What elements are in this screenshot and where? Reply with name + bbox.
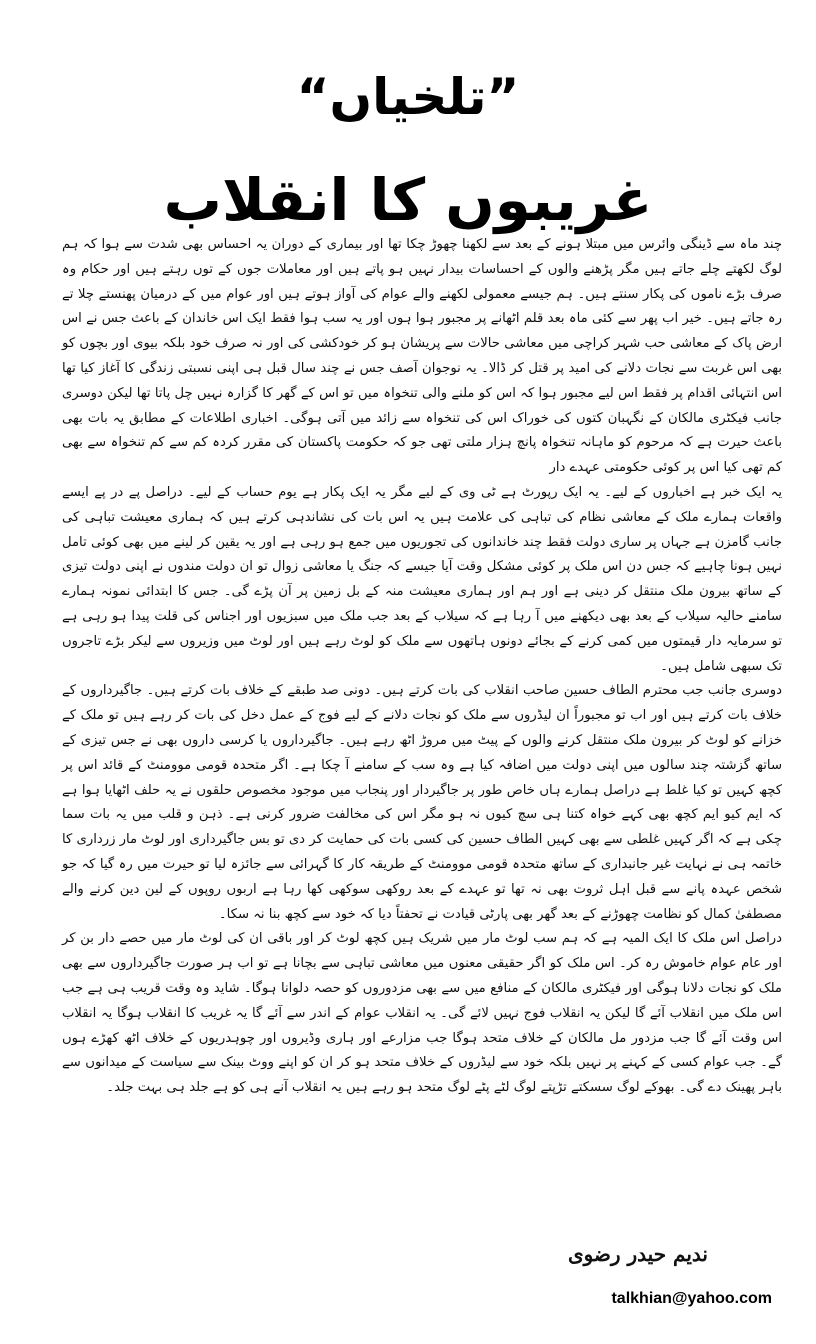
article-body <box>62 233 782 1101</box>
column-title: ”تلخیاں“ <box>296 68 520 126</box>
article-paragraph: دراصل اس ملک کا ایک المیہ ہے کہ ہم سب لوٹ مار میں شریک ہیں کچھ لوٹ کر اور باقی ان کی لوٹ مار میں حصے دار بن کر اور عام عوام خاموش رہ کر۔ اس ملک کو اگر حقیقی معنوں میں معاشی تباہی سے بچانا ہے تو اب ہر صورت جاگیرداروں سے بھی ملک کو نجات دلانا ہوگی اور فیکٹری مالکان کے منافع میں سے بھی مزدوروں کو حصہ دلوانا ہوگا۔ شاید وہ وقت قریب ہی ہے جب اس ملک میں انقلاب آئے گا لیکن یہ انقلاب فوج نہیں لائے گی۔ یہ انقلاب عوام کے اندر سے آئے گا یہ غریب کا انقلاب ہوگا یہ انقلاب اس وقت آئے گا جب مزدور مل مالکان کے خلاف متحد ہوگا جب مزارعے اور ہاری وڈیروں اور چوہدریوں کے خلاف اٹھ کھڑے ہوں گے۔ جب عوام کسی کے کہنے پر نہیں بلکہ خود سے لیڈروں کے خلاف متحد ہو کر ان کو اپنے ووٹ بینک سے سیاست کے میدانوں سے باہر پھینک دے گی۔ بھوکے لوگ سسکتے تڑپتے لوگ لٹے پٹے لوگ متحد ہو رہے ہیں یہ انقلاب آنے ہی کو ہے جلد ہی بہت جلد۔ <box>62 931 782 1096</box>
article-paragraph: چند ماہ سے ڈینگی وائرس میں مبتلا ہونے کے بعد سے لکھنا چھوڑ چکا تھا اور بیماری کے دوران یہ احساس بھی شدت سے ہوا کہ ہم لوگ لکھتے چلے جاتے ہیں مگر پڑھنے والوں کے احساسات بیدار نہیں ہو پاتے ہیں اور معاملات جوں کے توں رہتے ہیں اور حکام وہ صرف بڑے ناموں کی پکار سنتے ہیں۔ ہم جیسے معمولی لکھنے والے عوام کی آواز ہوتے ہیں اور عوام میں کے درمیان پھنستے چلا تے رہ جاتے ہیں۔ خیر اب پھر سے کئی ماہ بعد قلم اٹھانے پر مجبور ہوا ہوں اور یہ سب ہوا فقط ایک اس خاندان کے باعث جس نے اس ارض پاک کے معاشی حب شہر کراچی میں معاشی حالات سے پریشان ہو کر خودکشی کی اور نہ صرف خود بلکہ بیوی اور بچوں کو بھی اس غربت سے نجات دلانے کی امید پر قتل کر ڈالا۔ یہ نوجوان آصف جس نے چند سال قبل ہی اپنی نسبتی زندگی کا آغاز کیا تھا اس انتہائی اقدام پر فقط اس لیے مجبور ہوا کہ اس کو ملنے والی تنخواہ میں تو اس کے گھر کا گزارہ نہیں چل پاتا تھا لیکن دوسری جانب فیکٹری مالکان کے نگہبان کتوں کی خوراک اس کی تنخواہ سے زائد میں آتی ہوگی۔ اخباری اطلاعات کے مطابق یہ بات بھی باعث حیرت ہے کہ مرحوم کو ماہانہ تنخواہ پانچ ہزار ملتی تھی جو کہ حکومت پاکستان کی مقرر کردہ کم سے کم تنخواہ سے بھی کم تھی کیا اس پر کوئی حکومتی عہدے دار <box>62 237 782 476</box>
article-paragraph: یہ ایک خبر ہے اخباروں کے لیے۔ یہ ایک رپورٹ ہے ٹی وی کے لیے مگر یہ ایک پکار ہے یوم حساب کے لیے۔ دراصل پے در پے ایسے واقعات ہمارے ملک کے معاشی نظام کی تباہی کی علامت ہیں یہ اس بات کی نشاندہی کرتے ہیں کہ ہماری معیشت تباہی کی جانب گامزن ہے جہاں پر ساری دولت فقط چند خاندانوں کی تجوریوں میں جمع ہو رہی ہے اور یہ یقین کر لینے میں بھی کوئی تامل نہیں ہونا چاہیے کہ جس دن اس ملک پر کوئی مشکل وقت آیا جیسے کہ جنگ یا معاشی زوال تو ان دولت مندوں نے اپنی دولت تیزی کے ساتھ بیرون ملک منتقل کر دینی ہے اور ہم اور ہماری معیشت منہ کے بل زمین پر آن پڑے گی۔ جس کا ابتدائی نمونہ ہمارے سامنے حالیہ سیلاب کے بعد بھی دیکھنے میں آ رہا ہے کہ سیلاب کے بعد جب ملک میں سبزیوں اور اجناس کی قلت پیدا ہو رہی ہے تو سرمایہ دار قیمتوں میں کمی کرنے کے بجائے دونوں ہاتھوں سے ملک کو لوٹ رہے ہیں اور لوٹ میں وزیروں سے لیکر بڑے تاجروں تک سبھی شامل ہیں۔ <box>62 484 782 674</box>
article-headline: غریبوں کا انقلاب <box>163 166 653 234</box>
author-email[interactable]: talkhian@yahoo.com <box>611 1290 772 1307</box>
author-name: ندیم حیدر رضوی <box>567 1242 708 1266</box>
article-paragraph: دوسری جانب جب محترم الطاف حسین صاحب انقلاب کی بات کرتے ہیں۔ دونی صد طبقے کے خلاف بات کرتے ہیں۔ جاگیرداروں کے خلاف بات کرتے ہیں اور اب تو مجبوراً ان لیڈروں سے ملک کو نجات دلانے کے لیے فوج کے عمل دخل کی بات کر رہے ہیں تو ملک کے خزانے کو لوٹ کر بیرون ملک منتقل کرنے والوں کے پیٹ میں مروڑ اٹھ رہے ہیں۔ جاگیرداروں یا کرسی داروں بھی نے جس تیزی کے ساتھ گزشتہ چند سالوں میں اپنی دولت میں اضافہ کیا ہے وہ سب کے سامنے آ چکا ہے۔ اگر متحدہ قومی موومنٹ کے قائد اس پر کچھ کہیں تو کیا غلط ہے دراصل ہمارے ہاں خاص طور پر جاگیردار اور پنجاب میں موجود مخصوص حلقوں نے یہ حلف اٹھایا ہوا ہے کہ ایم کیو ایم کچھ بھی کہے خواہ کتنا ہی سچ کیوں نہ ہو مگر اس کی مخالفت ضرور کرنی ہے۔ ذہن و قلب میں یہ بات سما چکی ہے کہ اگر کہیں غلطی سے بھی کہیں الطاف حسین کی کسی بات کی حمایت کر دی تو بس جاگیرداری اور لوٹ مار زرداری کا خاتمہ ہی نے نہایت غیر جانبداری کے ساتھ متحدہ قومی موومنٹ کے طریقہ کار کا گہرائی سے جائزہ لیا تو حیرت میں رہ گیا کہ جو شخص عہدہ پانے سے قبل اہل ثروت بھی نہ تھا تو عہدے کے بعد روکھی سوکھی کھا رہا ہے اربوں روپوں کے لین دین کرنے والے مصطفیٰ کمال کو نظامت چھوڑنے کے بعد گھر بھی پارٹی قیادت نے تحفتاً دیا کہ خود سے کچھ بنا نہ سکا۔ <box>62 683 782 922</box>
